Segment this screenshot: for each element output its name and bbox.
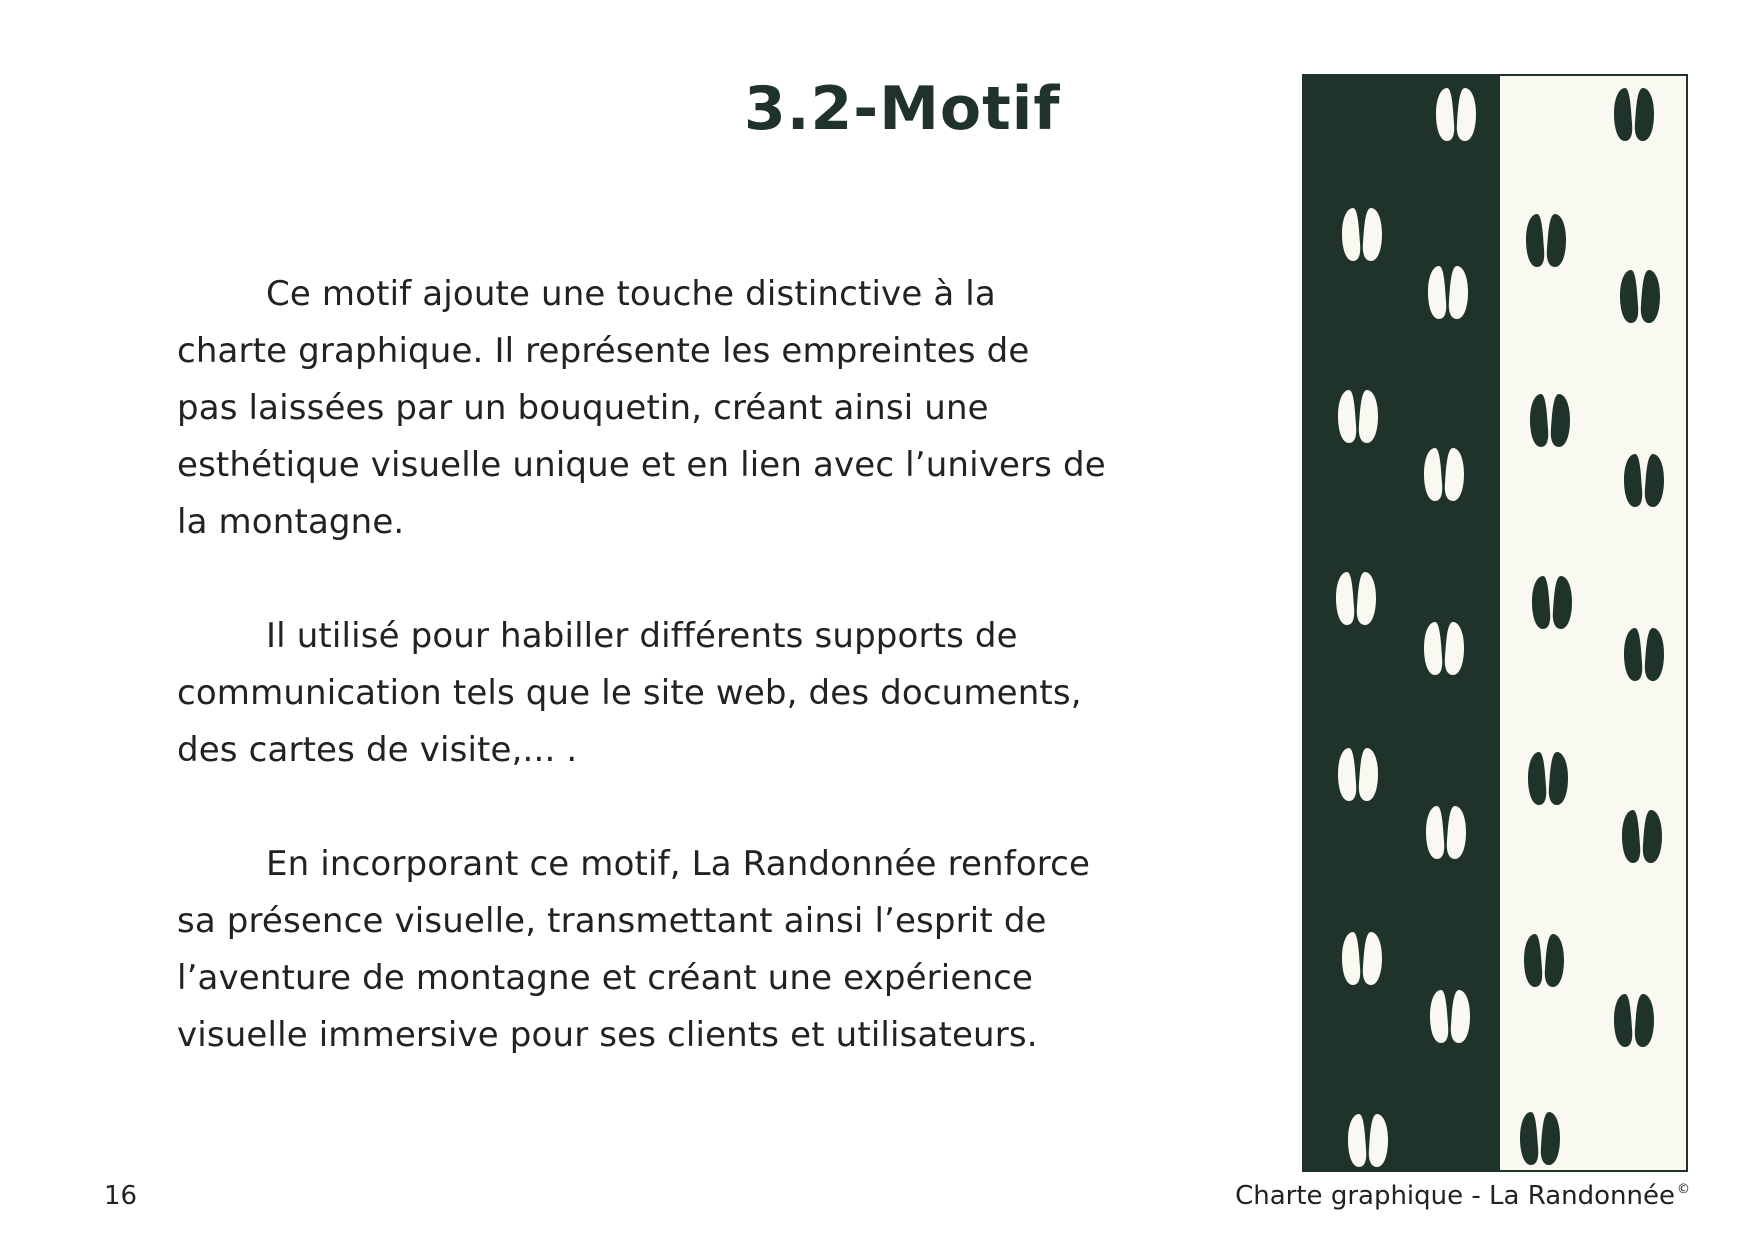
paragraph-2: Il utilisé pour habiller différents supports de communication tels que le site web, des documents, des cartes de visite,... . [177,616,1082,770]
hoofprint-icon [1520,930,1568,992]
hoofprint-icon [1334,744,1382,806]
hoofprint-icon [1620,450,1668,512]
paragraph-3: En incorporant ce motif, La Randonnée renforce sa présence visuelle, transmettant ainsi l’esprit de l’aventure de montagne et créant une expérience visuelle immersive pour ses clients et utilisateurs. [177,844,1091,1055]
hoofprint-icon [1338,204,1386,266]
page-number: 16 [104,1181,138,1211]
hoofprint-icon [1424,262,1472,324]
hoofprint-icon [1616,266,1664,328]
hoofprint-icon [1610,990,1658,1052]
hoofprint-icon [1420,618,1468,680]
footer-brand [1235,1180,1690,1217]
hoofprint-icon [1420,444,1468,506]
hoofprint-icon [1610,84,1658,146]
paragraph-1: Ce motif ajoute une touche distinctive à la charte graphique. Il représente les empreintes de pas laissées par un bouquetin, créant ainsi une esthétique visuelle unique et en lien avec l’univers de la montagne. [177,274,1106,542]
page-title: 3.2-Motif [744,74,1061,144]
motif-panel [1302,74,1688,1172]
hoofprint-icon [1522,210,1570,272]
body-copy [177,266,1157,1064]
hoofprint-icon [1620,624,1668,686]
hoofprint-icon [1618,806,1666,868]
hoofprint-icon [1338,928,1386,990]
hoofprint-icon [1526,390,1574,452]
hoofprint-icon [1528,572,1576,634]
hoofprint-icon [1344,1110,1392,1172]
hoofprint-icon [1516,1108,1564,1170]
hoofprint-icon [1332,568,1380,630]
hoofprint-icon [1334,386,1382,448]
hoofprint-icon [1524,748,1572,810]
footer-brand-text: Charte graphique - La Randonnée [1235,1181,1675,1211]
hoofprint-icon [1422,802,1470,864]
copyright-mark: © [1677,1182,1690,1197]
hoofprint-icon [1432,84,1480,146]
hoofprint-icon [1426,986,1474,1048]
